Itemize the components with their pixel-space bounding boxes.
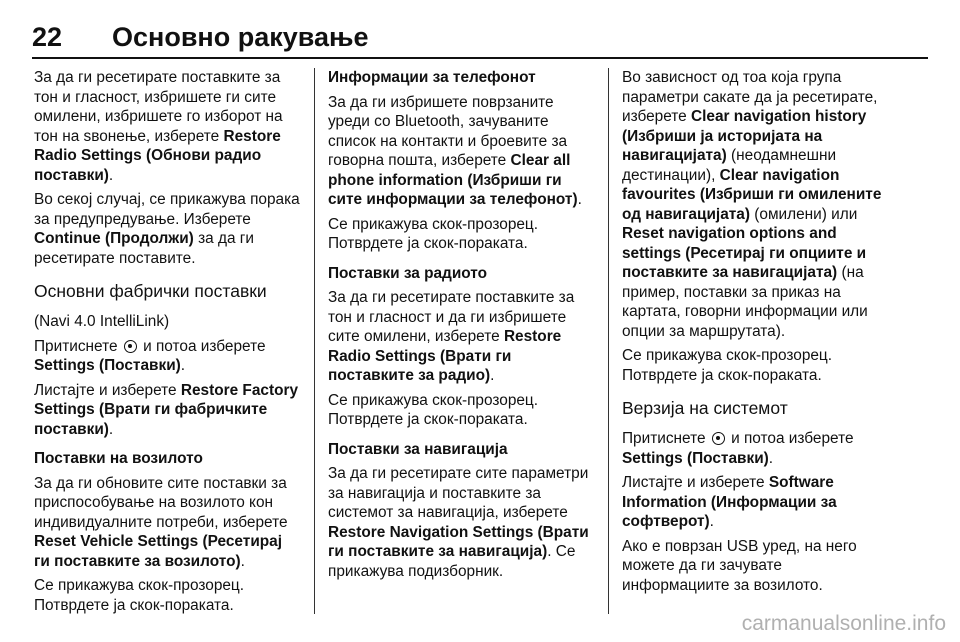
paragraph: За да ги обновите сите поставки за приспособување на возилото кон индивидуалните потреби, изберете Reset Vehicle Settings (Ресетирај ги поставките за возилото). <box>34 474 288 570</box>
paragraph: Се прикажува скок-прозорец. Потврдете ја скок-пораката. <box>328 215 539 252</box>
subsection-title: Поставки за радиото <box>328 264 488 282</box>
paragraph: Во секој случај, се прикажува порака за предупредување. Изберете Continue (Продолжи) за да ги ресетирате поставите. <box>34 191 300 267</box>
column-3 <box>622 68 890 600</box>
paragraph: За да ги избришете поврзаните уреди со Bluetooth, зачуваните список на контакти и броевите за говорна пошта, изберете Clear all phone information (Избриши ги сите информации за телефонот). <box>328 93 582 208</box>
chapter-title: Основно ракување <box>112 22 369 52</box>
section-title: Основни фабрички поставки <box>34 281 267 301</box>
column-divider <box>608 68 609 614</box>
gear-icon <box>712 432 725 445</box>
header-divider <box>32 57 928 59</box>
paragraph: Се прикажува скок-прозорец. Потврдете ја скок-пораката. <box>34 577 245 614</box>
paragraph: Во зависност од тоа која група параметри сакате да ја ресетирате, изберете Clear navigation history (Избриши ја историјата на навигацијата) (неодамнешни дестинации), Clear navigation favourites (Избриши ги омилените од навигацијата) (омилени) или Reset navigation options and settings (Ресетирај ги опциите и поставките за навигацијата) (на пример, поставки за приказ на картата, говорни информации или опции за маршрутата). <box>622 69 882 340</box>
paragraph: Ако е поврзан USB уред, на него можете да ги зачувате информациите за возилото. <box>622 537 857 594</box>
page-number: 22 <box>32 22 63 52</box>
subsection-title: Поставки за навигација <box>328 440 508 458</box>
paragraph: Притиснете и потоа изберете Settings (Поставки). <box>622 430 854 467</box>
subsection-title: Информации за телефонот <box>328 69 536 86</box>
watermark: carmanualsonline.info <box>741 612 946 635</box>
section-title: Верзија на системот <box>622 398 788 418</box>
column-1 <box>34 68 302 620</box>
paragraph: Се прикажува скок-прозорец. Потврдете ја скок-пораката. <box>328 391 539 428</box>
column-divider <box>314 68 315 614</box>
paragraph: Притиснете и потоа изберете Settings (Поставки). <box>34 337 266 374</box>
paragraph: Се прикажува скок-прозорец. Потврдете ја скок-пораката. <box>622 347 833 384</box>
column-2 <box>328 68 596 586</box>
gear-icon <box>124 340 137 353</box>
paragraph: Листајте и изберете Restore Factory Settings (Врати ги фабричките поставки). <box>34 381 299 438</box>
paragraph: За да ги ресетирате поставките за тон и гласност, избришете ги сите омилени, избришете го изборот на тон на ѕвонење, изберете Restore Radio Settings (Обнови радио поставки). <box>34 69 283 184</box>
paragraph: Листајте и изберете Software Information (Информации за софтверот). <box>622 474 837 530</box>
paragraph: За да ги ресетирате сите параметри за навигација и поставките за системот за навигација, изберете Restore Navigation Settings (Врати ги поставките за навигација). Се прикажува подизборник. <box>328 465 589 580</box>
paragraph: (Navi 4.0 IntelliLink) <box>34 313 170 330</box>
paragraph: За да ги ресетирате поставките за тон и гласност и да ги избришете сите омилени, изберете Restore Radio Settings (Врати ги поставките за радио). <box>328 289 575 384</box>
page-header <box>32 22 928 62</box>
subsection-title: Поставки на возилото <box>34 450 203 467</box>
